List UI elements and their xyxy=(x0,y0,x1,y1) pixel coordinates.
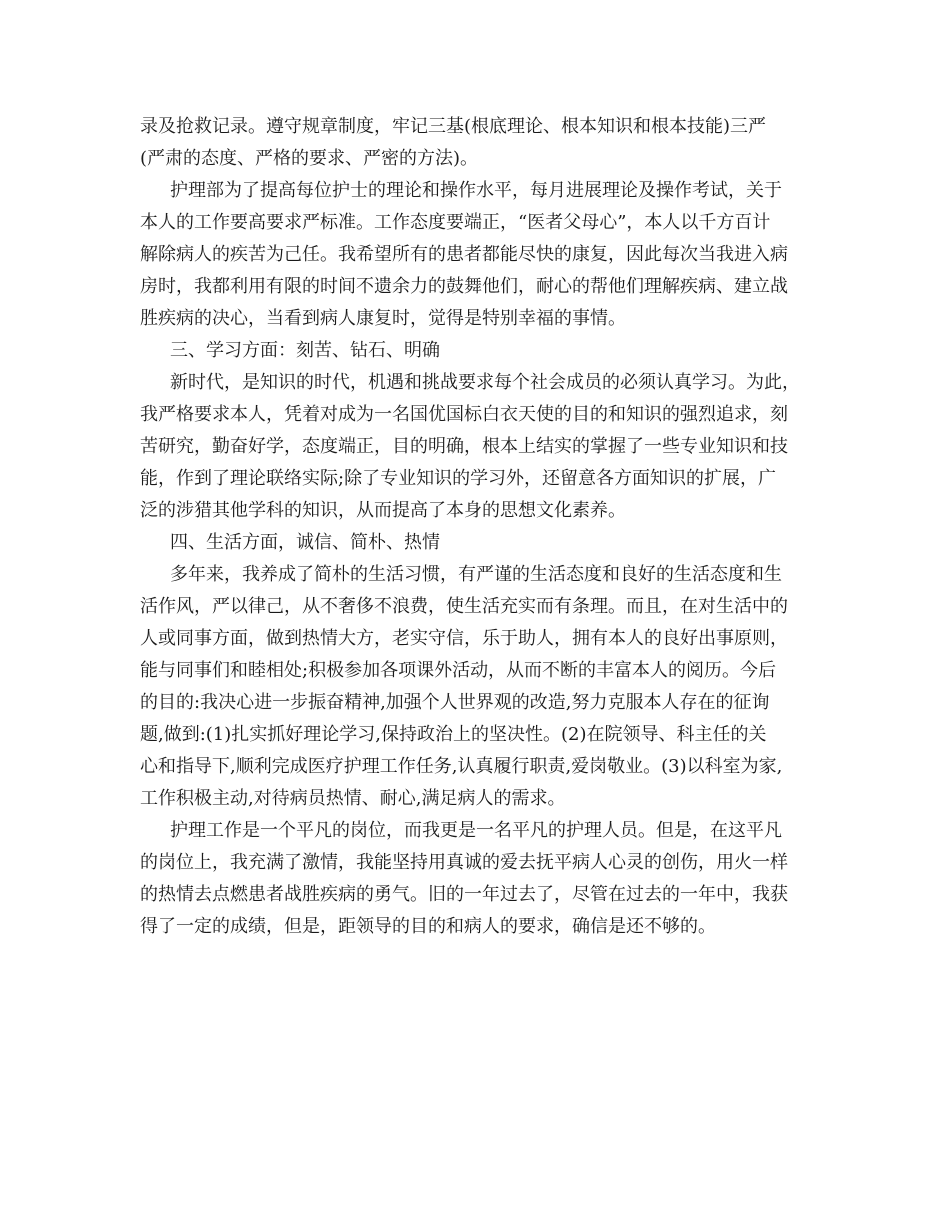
document-body xyxy=(140,111,830,943)
section-heading: 四、生活方面，诚信、简朴、热情 xyxy=(170,532,440,553)
text-line: 解除病人的疾苦为己任。我希望所有的患者都能尽快的康复，因此每次当我进入病 xyxy=(140,244,788,265)
text-line: 房时，我都利用有限的时间不遗余力的鼓舞他们，耐心的帮他们理解疾病、建立战 xyxy=(140,276,788,297)
text-line: 能与同事们和睦相处;积极参加各项课外活动，从而不断的丰富本人的阅历。今后 xyxy=(140,660,777,681)
text-line: 本人的工作要高要求严标准。工作态度要端正，“医者父母心”，本人以千方百计 xyxy=(140,212,771,233)
text-line: 题,做到:(1)扎实抓好理论学习,保持政治上的坚决性。(2)在院领导、科主任的关 xyxy=(140,724,767,745)
paragraph-start-line: 护理部为了提高每位护士的理论和操作水平，每月进展理论及操作考试，关于 xyxy=(170,180,782,201)
text-line: 工作积极主动,对待病员热情、耐心,满足病人的需求。 xyxy=(140,788,566,809)
paragraph-start-line: 多年来，我养成了简朴的生活习惯，有严谨的生活态度和良好的生活态度和生 xyxy=(170,564,782,585)
paragraph-start-line: 护理工作是一个平凡的岗位，而我更是一名平凡的护理人员。但是，在这平凡 xyxy=(170,820,782,841)
text-line: 录及抢救记录。遵守规章制度，牢记三基(根底理论、根本知识和根本技能)三严 xyxy=(140,116,767,137)
text-line: 得了一定的成绩，但是，距领导的目的和病人的要求，确信是还不够的。 xyxy=(140,916,716,937)
text-line: 心和指导下,顺利完成医疗护理工作任务,认真履行职责,爱岗敬业。(3)以科室为家, xyxy=(140,756,783,777)
text-line: 人或同事方面，做到热情大方，老实守信，乐于助人，拥有本人的良好出事原则， xyxy=(140,628,788,649)
text-line: 能，作到了理论联络实际;除了专业知识的学习外，还留意各方面知识的扩展，广 xyxy=(140,468,777,489)
section-heading: 三、学习方面：刻苦、钻石、明确 xyxy=(170,340,440,361)
paragraph-start-line: 新时代，是知识的时代，机遇和挑战要求每个社会成员的必须认真学习。为此， xyxy=(170,372,800,393)
text-line: 苦研究，勤奋好学，态度端正，目的明确，根本上结实的掌握了一些专业知识和技 xyxy=(140,436,788,457)
text-line: 我严格要求本人，凭着对成为一名国优国标白衣天使的目的和知识的强烈追求，刻 xyxy=(140,404,788,425)
text-line: 的热情去点燃患者战胜疾病的勇气。旧的一年过去了，尽管在过去的一年中，我获 xyxy=(140,884,788,905)
text-line: 胜疾病的决心，当看到病人康复时，觉得是特别幸福的事情。 xyxy=(140,308,626,329)
text-line: 的目的:我决心进一步振奋精神,加强个人世界观的改造,努力克服本人存在的征询 xyxy=(140,692,770,713)
text-line: (严肃的态度、严格的要求、严密的方法)。 xyxy=(140,148,479,169)
text-line: 泛的涉猎其他学科的知识，从而提高了本身的思想文化素养。 xyxy=(140,500,626,521)
text-line: 的岗位上，我充满了激情，我能坚持用真诚的爱去抚平病人心灵的创伤，用火一样 xyxy=(140,852,788,873)
text-line: 活作风，严以律己，从不奢侈不浪费，使生活充实而有条理。而且，在对生活中的 xyxy=(140,596,788,617)
